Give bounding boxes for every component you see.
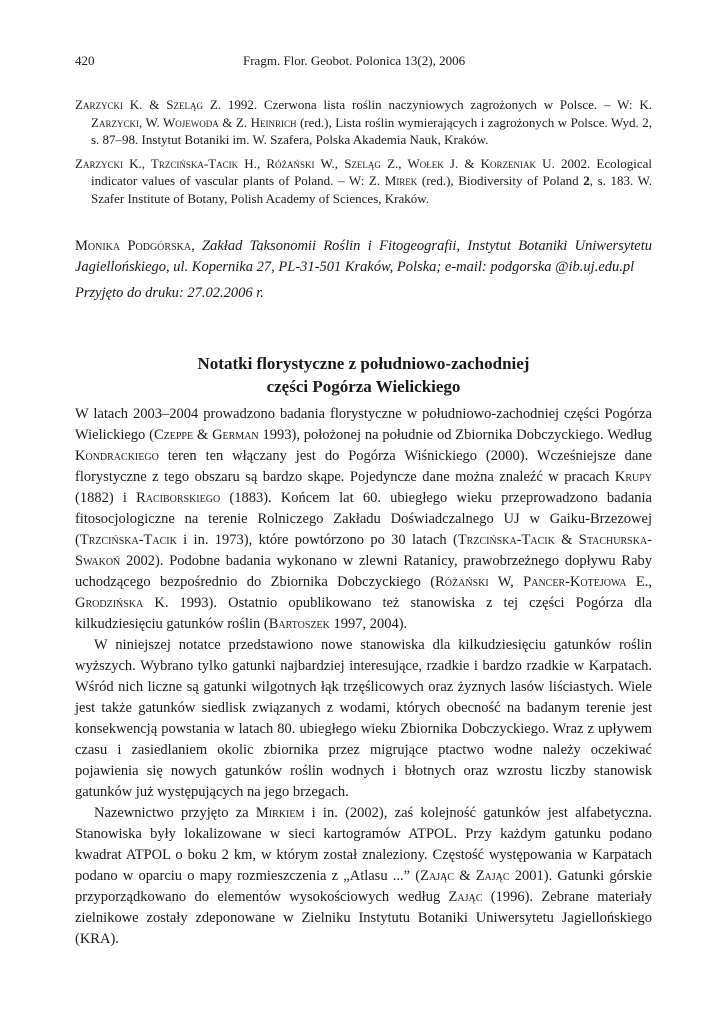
paragraph-text: 1993), położonej na południe od Zbiornika Dobczyckiego. Według bbox=[258, 427, 653, 443]
paragraph-text: (1996). Zebrane materiały zielnikowe zostały zdeponowane w Zielniku Instytutu Botaniki Uniwersytetu Jagiellońskiego (KRA). bbox=[75, 889, 652, 947]
paragraph-text: (1882) i bbox=[75, 490, 137, 506]
cited-author: Pancer-Kotejowa bbox=[523, 574, 627, 590]
paragraph-text: & bbox=[193, 427, 213, 443]
reference-rest: (red.), Biodiversity of Poland bbox=[417, 173, 584, 189]
cited-author: Bartoszek bbox=[268, 616, 330, 632]
cited-author: Krupy bbox=[614, 469, 652, 485]
paragraph-text: & bbox=[454, 868, 476, 884]
paragraph-text: Nazewnictwo przyjęto za bbox=[94, 805, 256, 821]
cited-author: Mirkiem bbox=[255, 805, 305, 821]
paragraph-text: W, bbox=[488, 574, 524, 590]
paragraph-text: E., bbox=[626, 574, 652, 590]
cited-author: Raciborskiego bbox=[136, 490, 221, 506]
paragraph-text: 1997, 2004). bbox=[329, 616, 408, 632]
reference-editors: Z. Mirek bbox=[368, 173, 418, 189]
paragraph-text: (1883). Końcem lat 60. ubiegłego wieku przeprowadzono badania fitosocjologiczne na terenie Rolniczego Zakładu Doświadczalnego UJ w Gaiku-Brzezowej ( bbox=[75, 490, 652, 548]
paragraph-text: & bbox=[554, 532, 579, 548]
article-body bbox=[75, 404, 652, 950]
reference-item bbox=[75, 96, 652, 149]
reference-text: 1992. Czerwona lista roślin naczyniowych zagrożonych w Polsce. – W: bbox=[221, 97, 640, 112]
article-title-line: Notatki florystyczne z południowo-zachodniej bbox=[197, 354, 530, 373]
author-name: Monika Podgórska bbox=[75, 238, 192, 254]
accepted-date: Przyjęto do druku: 27.02.2006 r. bbox=[75, 285, 264, 301]
reference-rest: , s. 183. W. Szafer Institute of Botany, Polish Academy of Sciences, Kraków. bbox=[91, 173, 652, 206]
reference-editors: K. Zarzycki, W. Wojewoda & Z. Heinrich bbox=[91, 97, 652, 130]
page-number: 420 bbox=[75, 53, 95, 68]
journal-citation: Fragm. Flor. Geobot. Polonica 13(2), 2006 bbox=[243, 53, 466, 68]
reference-item bbox=[75, 155, 652, 208]
article-title-line: części Pogórza Wielickiego bbox=[266, 377, 461, 396]
cited-author: German bbox=[212, 427, 259, 443]
cited-author: Zając bbox=[420, 868, 454, 884]
reference-authors: Zarzycki K. & Szeląg Z. bbox=[75, 97, 222, 112]
paragraph-text: 2001). Gatunki górskie przyporządkowano do elementów wysokościowych według bbox=[75, 868, 653, 905]
paragraph-text: i in. (2002), zaś kolejność gatunków jest alfabetyczna. Stanowiska były lokalizowane w sieci kartogramów ATPOL. Przy każdym gatunku podano kwadrat ATPOL o boku 2 km, w którym został znaleziony. Częstość występowania w Karpatach podano w oparciu o mapy rozmieszczenia z „Atlasu ...” ( bbox=[75, 805, 653, 884]
reference-rest: (red.), Lista roślin wymierających i zagrożonych w Polsce. Wyd. 2, s. 87–98. Instytut Botaniki im. W. Szafera, Polska Akademia Nauk, Kraków. bbox=[91, 114, 653, 148]
running-header bbox=[75, 53, 650, 73]
reference-authors: Zarzycki K., Trzcińska-Tacik H., Różański W., Szeląg Z., Wołek J. & Korzeniak U. bbox=[75, 155, 555, 171]
paragraph bbox=[75, 635, 652, 803]
reference-list bbox=[75, 96, 652, 214]
paragraph-text: 2002). Podobne badania wykonano w zlewni Ratanicy, prawobrzeżnego dopływu Raby uchodzącego bezpośrednio do Zbiornika Dobczyckiego ( bbox=[75, 553, 652, 590]
cited-author: Zając bbox=[475, 868, 510, 884]
cited-author: Grodzińska bbox=[75, 595, 144, 611]
paragraph bbox=[75, 803, 652, 950]
cited-author: Zając bbox=[448, 889, 483, 905]
paragraph bbox=[75, 404, 652, 635]
paragraph-text: W latach 2003–2004 prowadzono badania florystyczne w południowo-zachodniej części Pogórza Wielickiego ( bbox=[75, 406, 652, 443]
cited-author: Stachurska-Swakoń bbox=[75, 532, 652, 569]
paragraph-text: W niniejszej notatce przedstawiono nowe stanowiska dla kilkudziesięciu gatunków roślin wyższych. Wybrano tylko gatunki najbardziej interesujące, rzadkie i bardzo rzadkie w Karpatach. Wśród nich liczne są gatunki wilgotnych łąk trzęślicowych oraz żyznych lasów liściastych. Wiele jest także gatunków siedlisk związanych z wodami, których obecność na badanym terenie jest konsekwencją powstania w latach 80. ubiegłego wieku Zbiornika Dobczyckiego. Wraz z upływem czasu i zasiedlaniem okolic zbiornika przez migrujące ptactwo wodne należy oczekiwać pojawienia się nowych gatunków roślin wodnych i błotnych oraz wzrostu liczby stanowisk gatunków już występujących na jego brzegach. bbox=[75, 637, 652, 800]
cited-author: Różański bbox=[435, 574, 489, 590]
cited-author: Trzcińska-Tacik bbox=[79, 532, 177, 548]
affiliation-text: , Zakład Taksonomii Roślin i Fitogeografii, Instytut Botaniki Uniwersytetu Jagiellońskiego, ul. Kopernika 27, PL-31-501 Kraków, Polska; e-mail: podgorska @ib.uj.edu.pl bbox=[75, 238, 652, 275]
paragraph-text: K. 1993). Ostatnio opublikowano też stanowiska z tej części Pogórza dla kilkudziesięciu gatunków roślin ( bbox=[75, 595, 652, 632]
reference-volume: 2 bbox=[583, 173, 590, 189]
paragraph-text: teren ten włączany jest do Pogórza Wiśnickiego (2000). Wcześniejsze dane florystyczne z tego obszaru są bardzo skąpe. Pojedyncze dane można znaleźć w pracach bbox=[75, 448, 652, 485]
cited-author: Czeppe bbox=[153, 427, 194, 443]
cited-author: Trzcińska-Tacik bbox=[457, 532, 555, 548]
author-affiliation bbox=[75, 236, 652, 278]
reference-text: 2002. Ecological indicator values of vascular plants of Poland. – W: bbox=[91, 155, 652, 189]
cited-author: Kondrackiego bbox=[75, 448, 159, 464]
paragraph-text: i in. 1973), które powtórzono po 30 latach ( bbox=[176, 532, 458, 548]
article-title bbox=[75, 352, 652, 398]
